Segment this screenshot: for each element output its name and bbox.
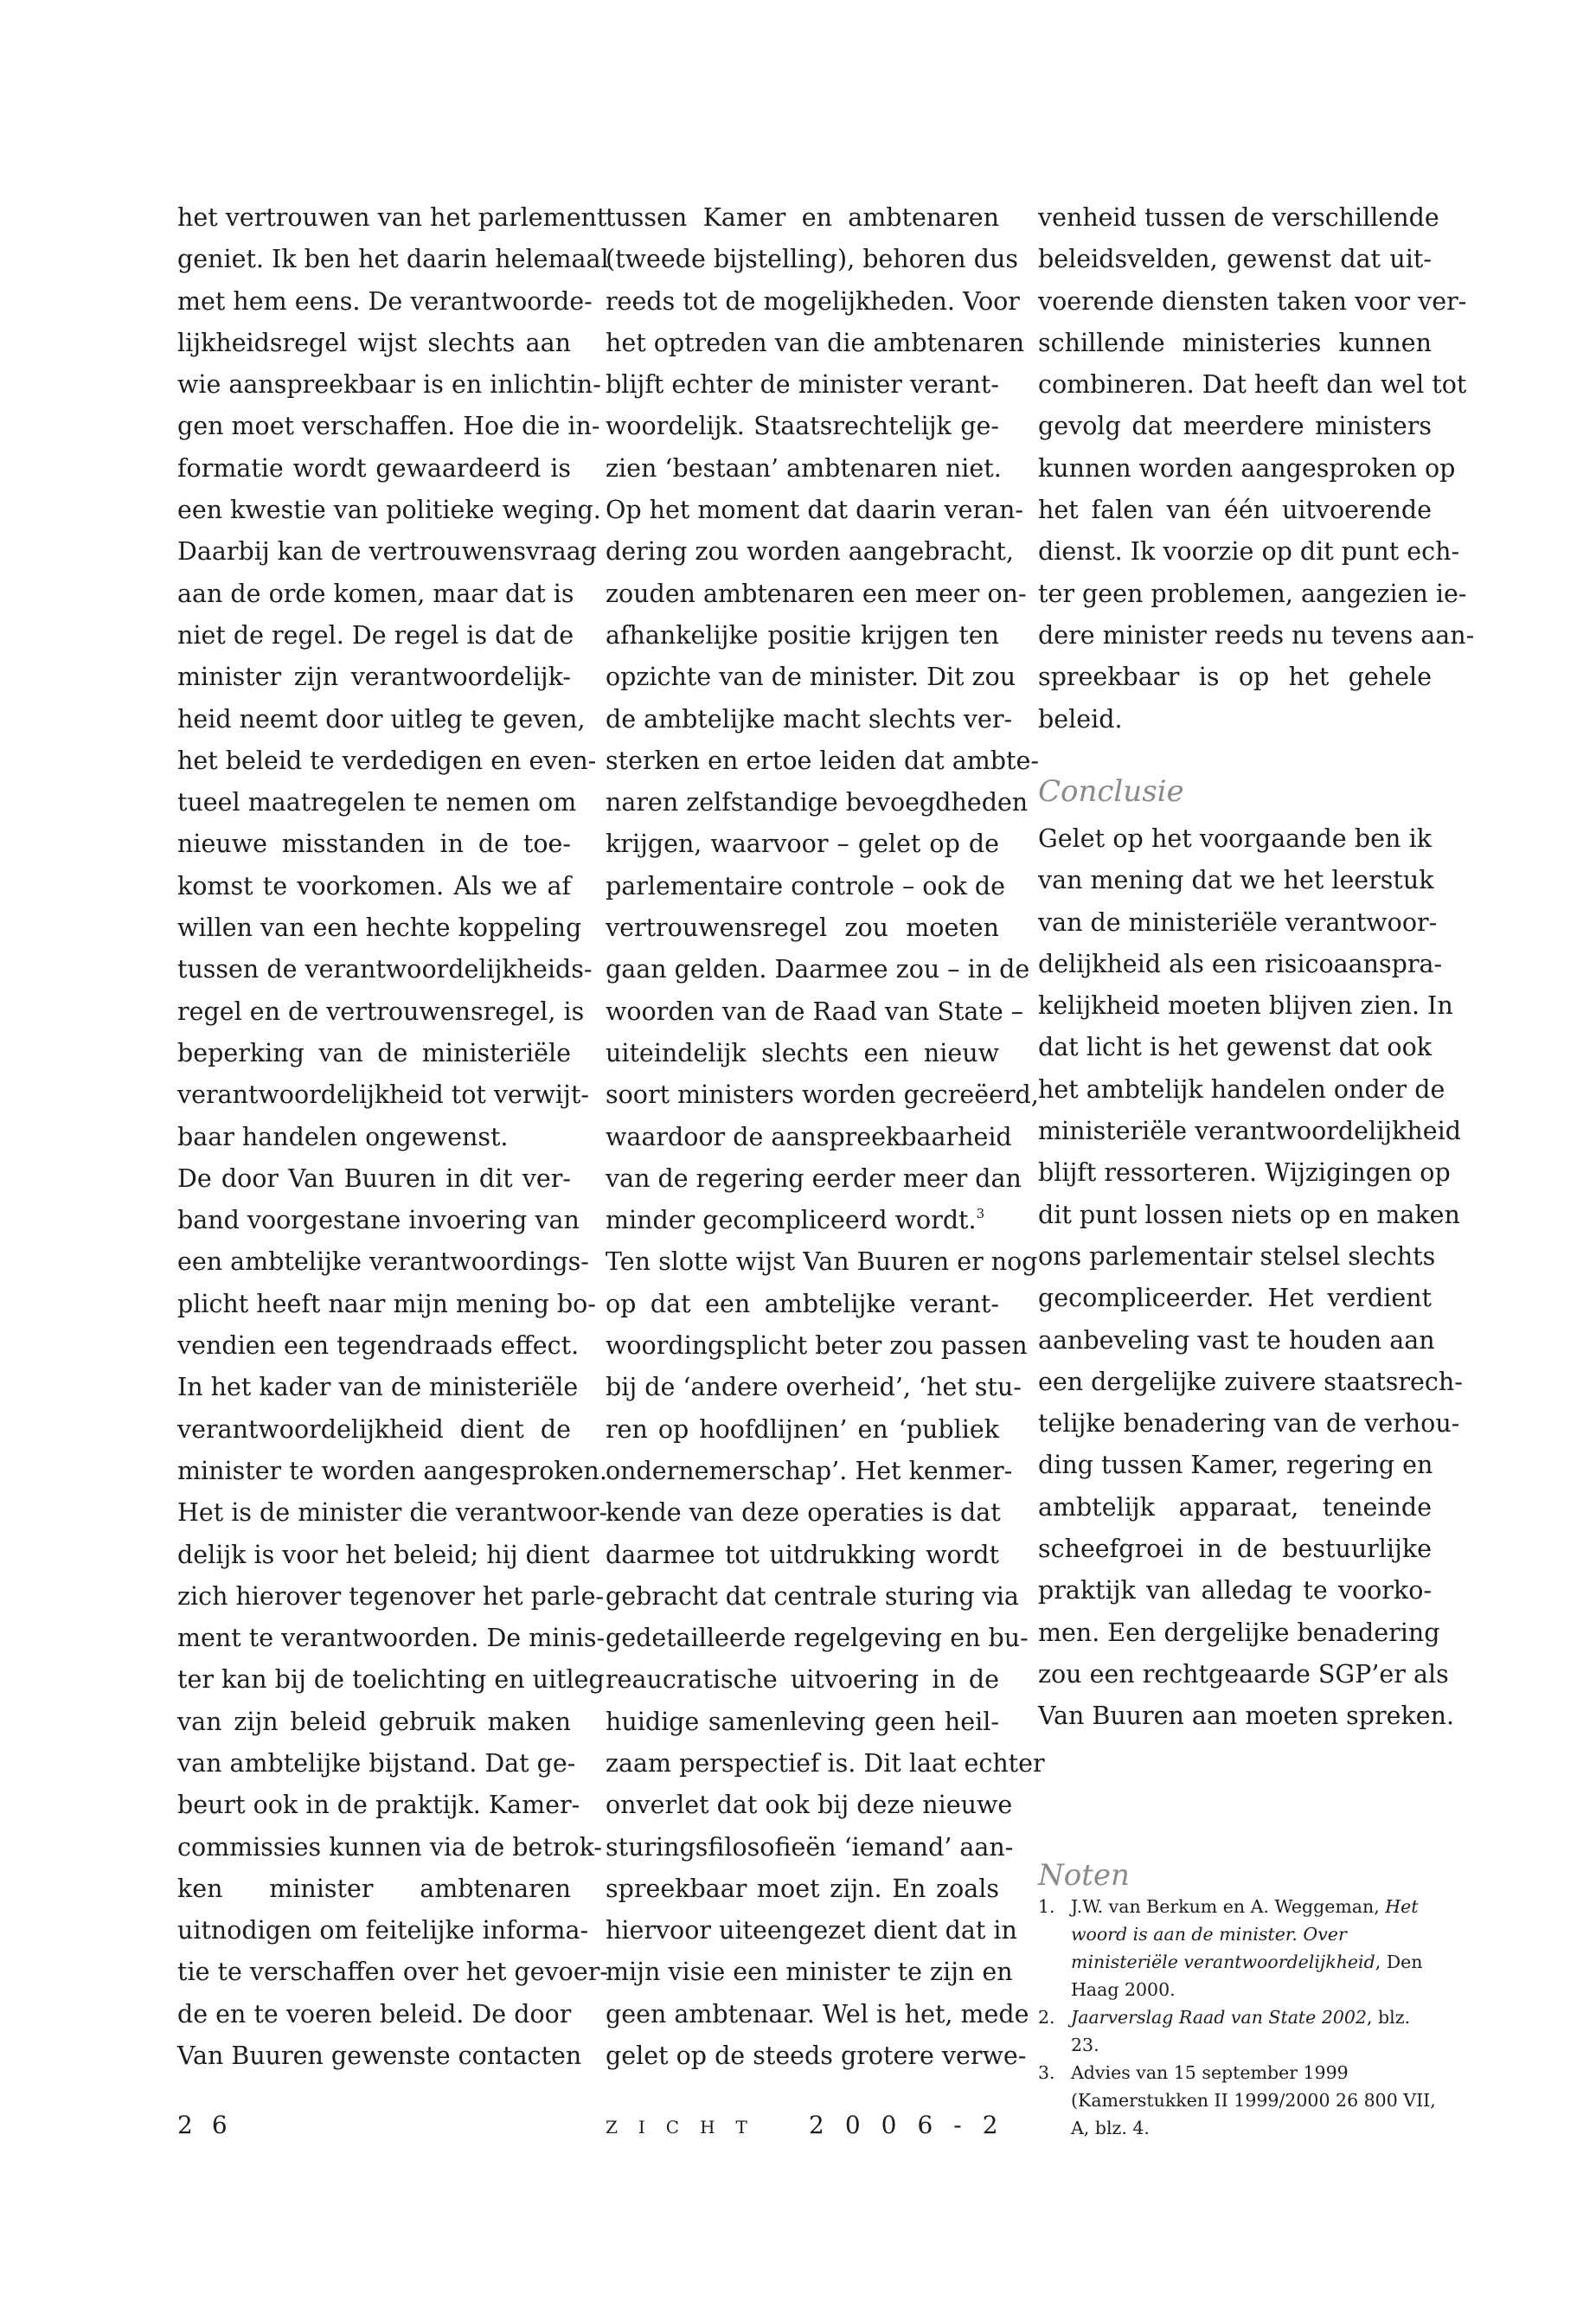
text-line: Van Buuren gewenste contacten [177, 2041, 582, 2071]
text-line: schillende ministeries kunnen [1038, 328, 1432, 357]
text-line: de en te voeren beleid. De door [177, 1999, 572, 2029]
text-line: Ten slotte wijst Van Buuren er nog [606, 1247, 1038, 1277]
text-line: reaucratische uitvoering in de [606, 1665, 999, 1695]
text-line: het optreden van die ambtenaren [606, 328, 1025, 357]
text-line: woorden van de Raad van State – [606, 997, 1024, 1026]
text-line: verantwoordelijkheid tot verwijt- [177, 1080, 589, 1110]
text-line: woordingsplicht beter zou passen [606, 1331, 1028, 1361]
text-line: waardoor de aanspreekbaarheid [606, 1122, 1012, 1151]
text-line: sturingsfilosofieën ‘iemand’ aan- [606, 1832, 1014, 1862]
text-line: gelet op de steeds grotere verwe- [606, 2041, 1027, 2071]
text-line: onverlet dat ook bij deze nieuwe [606, 1791, 1013, 1820]
column-3-conclusie [1038, 818, 1463, 1738]
text-line: nieuwe misstanden in de toe- [177, 830, 571, 859]
column-2 [606, 197, 1045, 2077]
column-1 [177, 197, 609, 2077]
note-number: 3. [1038, 2062, 1055, 2083]
text-line: op dat een ambtelijke verant- [606, 1289, 999, 1318]
text-line: delijkheid als een risicoaanspra- [1038, 949, 1443, 978]
text-line: kelijkheid moeten blijven zien. In [1038, 991, 1453, 1021]
text-line: beurt ook in de praktijk. Kamer- [177, 1791, 580, 1820]
text-line: voerende diensten taken voor ver- [1038, 286, 1467, 316]
column-3-top [1038, 197, 1475, 740]
text-line: Gelet op het voorgaande ben ik [1038, 824, 1432, 853]
section-heading-conclusie: Conclusie [1038, 774, 1184, 809]
text-line: dat licht is het gewenst dat ook [1038, 1033, 1432, 1062]
text-line: band voorgestane invoering van [177, 1206, 580, 1235]
text-line: ment te verantwoorden. De minis- [177, 1624, 606, 1653]
notes-heading: Noten [1038, 1858, 1130, 1893]
text-line: zou een rechtgeaarde SGP’er als [1038, 1659, 1449, 1689]
journal-name: zicht [606, 2111, 768, 2139]
text-line: aanbeveling vast te houden aan [1038, 1325, 1435, 1355]
text-line: gedetailleerde regelgeving en bu- [606, 1624, 1029, 1653]
text-line: tueel maatregelen te nemen om [177, 788, 577, 817]
text-line: van mening dat we het leerstuk [1038, 866, 1434, 895]
text-line: minister te worden aangesproken. [177, 1456, 607, 1485]
text-line: een dergelijke zuivere staatsrech- [1038, 1367, 1463, 1396]
text-line: baar handelen ongewenst. [177, 1122, 509, 1151]
text-line: een ambtelijke verantwoordings- [177, 1247, 589, 1277]
text-line: beperking van de ministeriële [177, 1038, 571, 1067]
text-line: afhankelijke positie krijgen ten [606, 620, 999, 650]
text-line: scheefgroei in de bestuurlijke [1038, 1535, 1432, 1564]
text-line: praktijk van alledag te voorko- [1038, 1576, 1432, 1606]
note-number: 1. [1038, 1896, 1055, 1917]
text-line: ding tussen Kamer, regering en [1038, 1451, 1433, 1480]
text-line: dienst. Ik voorzie op dit punt ech- [1038, 537, 1460, 567]
text-line: een kwestie van politieke weging. [177, 496, 601, 525]
text-line: telijke benadering van de verhou- [1038, 1409, 1460, 1439]
note-text [1071, 1893, 1436, 2003]
text-line: ren op hoofdlijnen’ en ‘publiek [606, 1414, 999, 1444]
text-line: verantwoordelijkheid dient de [177, 1414, 571, 1444]
text-line: beleid. [1038, 704, 1123, 734]
text-line: willen van een hechte koppeling [177, 913, 582, 943]
text-line: aan de orde komen, maar dat is [177, 579, 574, 608]
text-line: zich hierover tegenover het parle- [177, 1581, 605, 1611]
text-line: niet de regel. De regel is dat de [177, 620, 574, 650]
text-line: spreekbaar is op het gehele [1038, 663, 1432, 692]
note-text [1071, 2059, 1436, 2142]
text-line: vendien een tegendraads effect. [177, 1331, 580, 1361]
text-line: uiteindelijk slechts een nieuw [606, 1038, 999, 1067]
text-line: mijn visie een minister te zijn en [606, 1958, 1013, 1987]
text-line: Het is de minister die verantwoor- [177, 1498, 608, 1528]
text-line: gebracht dat centrale sturing via [606, 1581, 1019, 1611]
text-line: commissies kunnen via de betrok- [177, 1832, 602, 1862]
text-line: combineren. Dat heeft dan wel tot [1038, 370, 1467, 400]
text-line: zaam perspectief is. Dit laat echter [606, 1748, 1045, 1778]
text-line: daarmee tot uitdrukking wordt [606, 1540, 999, 1569]
text-line: het falen van één uitvoerende [1038, 496, 1432, 525]
note-item [1038, 2003, 1436, 2059]
text-line: De door Van Buuren in dit ver- [177, 1163, 571, 1193]
text-line: gevolg dat meerdere ministers [1038, 412, 1432, 441]
text-line: woordelijk. Staatsrechtelijk ge- [606, 412, 999, 441]
text-line: formatie wordt gewaardeerd is [177, 453, 571, 483]
note-item [1038, 1893, 1436, 2003]
text-line: met hem eens. De verantwoorde- [177, 286, 593, 316]
text-line: spreekbaar moet zijn. En zoals [606, 1874, 999, 1903]
text-line: hiervoor uiteengezet dient dat in [606, 1916, 1017, 1945]
text-line: het beleid te verdedigen en even- [177, 746, 597, 775]
text-line: reeds tot de mogelijkheden. Voor [606, 286, 1020, 316]
text-line: van ambtelijke bijstand. Dat ge- [177, 1748, 576, 1778]
text-line: regel en de vertrouwensregel, is [177, 997, 585, 1026]
text-line: gaan gelden. Daarmee zou – in de [606, 955, 1030, 984]
text-line: het ambtelijk handelen onder de [1038, 1074, 1445, 1104]
text-line: In het kader van de ministeriële [177, 1373, 579, 1402]
text-line: opzichte van de minister. Dit zou [606, 663, 1016, 692]
text-line: venheid tussen de verschillende [1038, 203, 1439, 232]
text-line: naren zelfstandige bevoegdheden [606, 788, 1029, 817]
text-line: men. Een dergelijke benadering [1038, 1618, 1440, 1647]
note-text-plain: J.W. van Berkum en A. Weggeman, [1071, 1896, 1386, 1917]
text-line: ons parlementair stelsel slechts [1038, 1241, 1436, 1271]
text-line: bij de ‘andere overheid’, ‘het stu- [606, 1373, 1022, 1402]
text-line: gen moet verschaffen. Hoe die in- [177, 412, 600, 441]
text-line: delijk is voor het beleid; hij dient [177, 1540, 590, 1569]
text-line: kende van deze operaties is dat [606, 1498, 1001, 1528]
note-text-italic: Het woord is aan de minister. Over ministeriële verantwoordelijkheid [1071, 1896, 1419, 1972]
text-line: ambtelijk apparaat, teneinde [1038, 1492, 1432, 1522]
text-line: ministeriële verantwoordelijkheid [1038, 1117, 1461, 1146]
text-line: komst te voorkomen. Als we af [177, 871, 571, 901]
text-line: soort ministers worden gecreëerd, [606, 1080, 1039, 1110]
text-line: tussen Kamer en ambtenaren [606, 203, 999, 232]
text-line: Daarbij kan de vertrouwensvraag [177, 537, 597, 567]
text-line: zouden ambtenaren een meer on- [606, 579, 1027, 608]
text-line: gecompliceerder. Het verdient [1038, 1284, 1432, 1313]
text-line: de ambtelijke macht slechts ver- [606, 704, 1013, 734]
note-item [1038, 2059, 1436, 2142]
note-number: 2. [1038, 2007, 1055, 2028]
text-line: lijkheidsregel wijst slechts aan [177, 328, 571, 357]
text-line: tie te verschaffen over het gevoer- [177, 1958, 608, 1987]
note-text-italic: Jaarverslag Raad van State 2002 [1071, 2007, 1367, 2028]
text-line: huidige samenleving geen heil- [606, 1707, 999, 1736]
text-line: dit punt lossen niets op en maken [1038, 1200, 1460, 1229]
text-line: beleidsvelden, gewenst dat uit- [1038, 245, 1432, 274]
text-line: Van Buuren aan moeten spreken. [1038, 1702, 1455, 1731]
footnote-reference[interactable]: 3 [976, 1205, 985, 1221]
text-line: minister zijn verantwoordelijk- [177, 663, 571, 692]
text-line: blijft ressorteren. Wijzigingen op [1038, 1158, 1451, 1188]
note-text-plain: , blz. 23. [1071, 2007, 1411, 2055]
text-line: sterken en ertoe leiden dat ambte- [606, 746, 1040, 775]
text-line: Op het moment dat daarin veran- [606, 496, 1024, 525]
text-line: van zijn beleid gebruik maken [177, 1707, 571, 1736]
text-line: plicht heeft naar mijn mening bo- [177, 1289, 596, 1318]
text-line: wie aanspreekbaar is en inlichtin- [177, 370, 601, 400]
text-line: van de regering eerder meer dan [606, 1163, 1022, 1193]
text-line: ter kan bij de toelichting en uitleg [177, 1665, 605, 1695]
text-line: geen ambtenaar. Wel is het, mede [606, 1999, 1029, 2029]
note-text-plain: Advies van 15 september 1999 (Kamerstukken II 1999/2000 26 800 VII, A, blz. 4. [1071, 2062, 1436, 2138]
text-line: het vertrouwen van het parlement [177, 203, 607, 232]
text-line: ken minister ambtenaren [177, 1874, 571, 1903]
text-line: ter geen problemen, aangezien ie- [1038, 579, 1467, 608]
text-line: minder gecompliceerd wordt.$^3$ [606, 1205, 985, 1235]
text-line: vertrouwensregel zou moeten [606, 913, 999, 943]
journal-issue: 2006-2 [809, 2111, 1019, 2139]
text-line: krijgen, waarvoor – gelet op de [606, 830, 999, 859]
text-line: van de ministeriële verantwoor- [1038, 907, 1438, 937]
text-line: geniet. Ik ben het daarin helemaal [177, 245, 609, 274]
note-text-plain: , Den Haag 2000. [1071, 1952, 1423, 2000]
text-line: heid neemt door uitleg te geven, [177, 704, 586, 734]
text-line: (tweede bijstelling), behoren dus [606, 245, 1018, 274]
text-line: kunnen worden aangesproken op [1038, 453, 1456, 483]
text-line: uitnodigen om feitelijke informa- [177, 1916, 589, 1945]
text-line: tussen de verantwoordelijkheids- [177, 955, 593, 984]
page-number: 26 [177, 2111, 247, 2139]
text-line: zien ‘bestaan’ ambtenaren niet. [606, 453, 1002, 483]
notes-list [1038, 1893, 1436, 2142]
text-line: ondernemerschap’. Het kenmer- [606, 1456, 1013, 1485]
note-text [1071, 2003, 1436, 2059]
text-line: dere minister reeds nu tevens aan- [1038, 620, 1475, 650]
text-line: parlementaire controle – ook de [606, 871, 1006, 901]
text-line: dering zou worden aangebracht, [606, 537, 1014, 567]
text-line: blijft echter de minister verant- [606, 370, 999, 400]
